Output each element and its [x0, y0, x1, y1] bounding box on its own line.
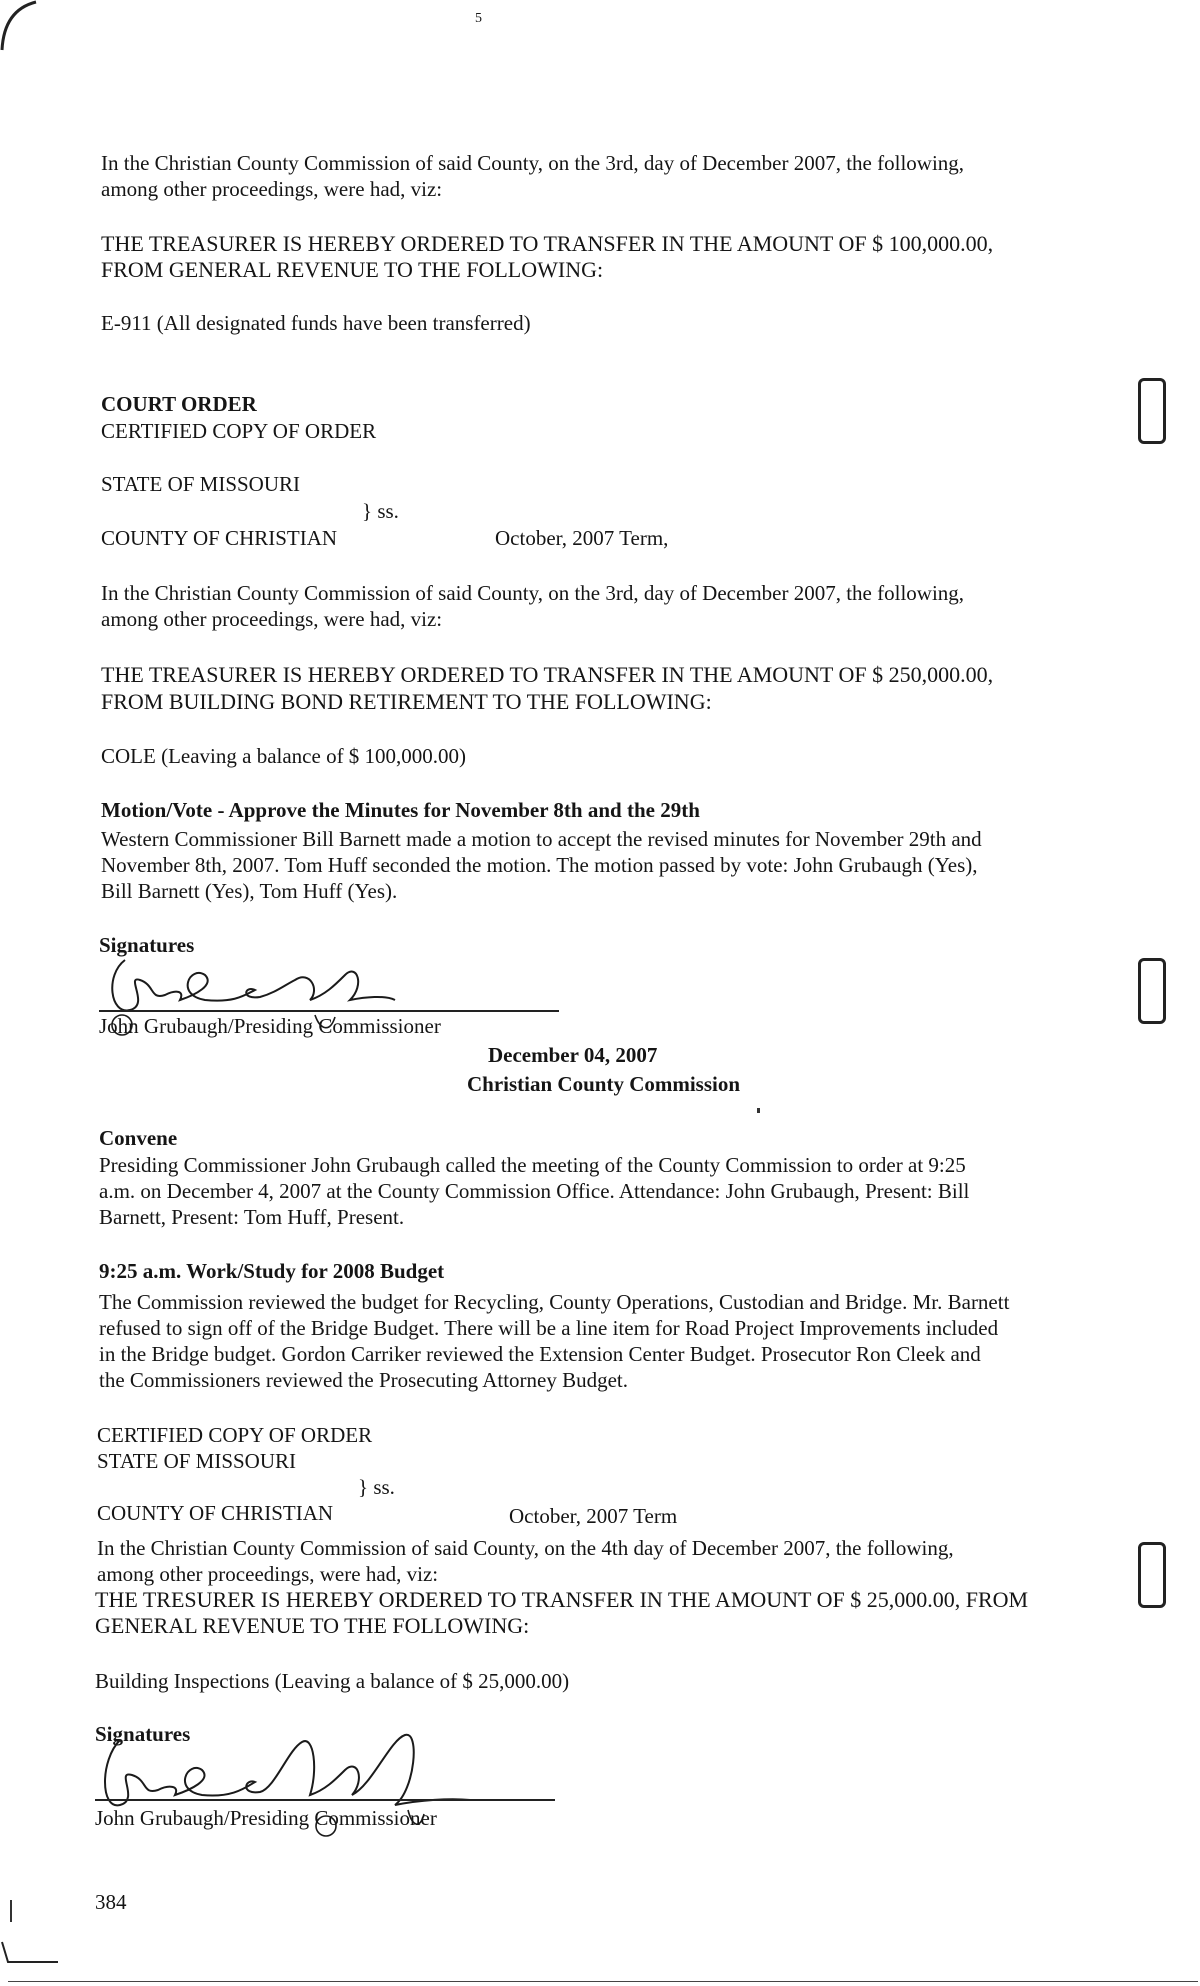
ss-label-2: } ss. — [358, 1475, 395, 1499]
section3-order-line1: THE TRESURER IS HEREBY ORDERED TO TRANSFER IN THE AMOUNT OF $ 25,000.00, FROM — [95, 1587, 1029, 1612]
meeting-date: December 04, 2007 — [488, 1043, 658, 1067]
budget-line2: refused to sign off of the Bridge Budget. There will be a line item for Road Project Improvements included — [99, 1316, 999, 1340]
section1-order-line2: FROM GENERAL REVENUE TO THE FOLLOWING: — [101, 257, 604, 282]
signature-line-2 — [95, 1799, 555, 1801]
signature-line — [99, 1010, 559, 1012]
state-label-2: STATE OF MISSOURI — [97, 1449, 297, 1473]
convene-line1: Presiding Commissioner John Grubaugh called the meeting of the County Commission to order at 9:25 — [99, 1153, 966, 1177]
signer-name-2: John Grubaugh/Presiding Commissioner — [95, 1806, 437, 1830]
certified-copy-heading-2: CERTIFIED COPY OF ORDER — [97, 1423, 373, 1447]
section1-intro-line2: among other proceedings, were had, viz: — [101, 177, 443, 201]
certified-copy-heading: CERTIFIED COPY OF ORDER — [101, 419, 377, 443]
meeting-body: Christian County Commission — [467, 1072, 741, 1096]
scan-speck — [757, 1108, 760, 1113]
section2-order-line1: THE TREASURER IS HEREBY ORDERED TO TRANSFER IN THE AMOUNT OF $ 250,000.00, — [101, 662, 994, 687]
corner-scan-mark-bottom — [0, 1940, 60, 1980]
binder-bracket — [1138, 378, 1166, 444]
state-label: STATE OF MISSOURI — [101, 472, 301, 496]
convene-heading: Convene — [99, 1126, 178, 1150]
bottom-edge-line — [8, 1981, 1198, 1982]
section2-intro-line1: In the Christian County Commission of said County, on the 3rd, day of December 2007, the following, — [101, 581, 965, 605]
motion-heading: Motion/Vote - Approve the Minutes for November 8th and the 29th — [101, 798, 700, 822]
county-label: COUNTY OF CHRISTIAN — [101, 526, 338, 550]
section2-item: COLE (Leaving a balance of $ 100,000.00) — [101, 744, 467, 768]
term-label-2: October, 2007 Term — [509, 1504, 678, 1528]
convene-line3: Barnett, Present: Tom Huff, Present. — [99, 1205, 405, 1229]
signatures-heading-2: Signatures — [95, 1722, 191, 1746]
corner-scan-mark — [0, 0, 40, 60]
budget-line4: the Commissioners reviewed the Prosecuting Attorney Budget. — [99, 1368, 628, 1392]
section3-order-line2: GENERAL REVENUE TO THE FOLLOWING: — [95, 1613, 530, 1638]
motion-line2: November 8th, 2007. Tom Huff seconded the motion. The motion passed by vote: John Grubaugh (Yes), — [101, 853, 978, 877]
motion-line3: Bill Barnett (Yes), Tom Huff (Yes). — [101, 879, 398, 903]
motion-line1: Western Commissioner Bill Barnett made a motion to accept the revised minutes for November 29th and — [101, 827, 982, 851]
section3-item: Building Inspections (Leaving a balance of $ 25,000.00) — [95, 1669, 570, 1693]
ss-label: } ss. — [362, 499, 399, 523]
county-label-2: COUNTY OF CHRISTIAN — [97, 1501, 334, 1525]
section1-intro-line1: In the Christian County Commission of said County, on the 3rd, day of December 2007, the following, — [101, 151, 965, 175]
top-mark: 5 — [475, 11, 482, 26]
court-order-heading: COURT ORDER — [101, 392, 257, 416]
term-label: October, 2007 Term, — [495, 526, 669, 550]
budget-line3: in the Bridge budget. Gordon Carriker reviewed the Extension Center Budget. Prosecutor Ron Cleek and — [99, 1342, 981, 1366]
section2-intro-line2: among other proceedings, were had, viz: — [101, 607, 443, 631]
budget-line1: The Commission reviewed the budget for Recycling, County Operations, Custodian and Bridge. Mr. Barnett — [99, 1290, 1010, 1314]
signer-name: John Grubaugh/Presiding Commissioner — [99, 1014, 441, 1038]
page-number: 384 — [95, 1890, 127, 1914]
section3-intro-line1: In the Christian County Commission of said County, on the 4th day of December 2007, the following, — [97, 1536, 954, 1560]
budget-heading: 9:25 a.m. Work/Study for 2008 Budget — [99, 1259, 445, 1283]
section1-order-line1: THE TREASURER IS HEREBY ORDERED TO TRANSFER IN THE AMOUNT OF $ 100,000.00, — [101, 231, 994, 256]
section2-order-line2: FROM BUILDING BOND RETIREMENT TO THE FOLLOWING: — [101, 689, 712, 714]
section3-intro-line2: among other proceedings, were had, viz: — [97, 1562, 439, 1586]
binder-bracket — [1138, 958, 1166, 1024]
convene-line2: a.m. on December 4, 2007 at the County Commission Office. Attendance: John Grubaugh, Present: Bill — [99, 1179, 970, 1203]
signatures-heading: Signatures — [99, 933, 195, 957]
section1-item: E-911 (All designated funds have been transferred) — [101, 311, 531, 335]
binder-bracket — [1138, 1542, 1166, 1608]
margin-mark — [10, 1900, 12, 1922]
